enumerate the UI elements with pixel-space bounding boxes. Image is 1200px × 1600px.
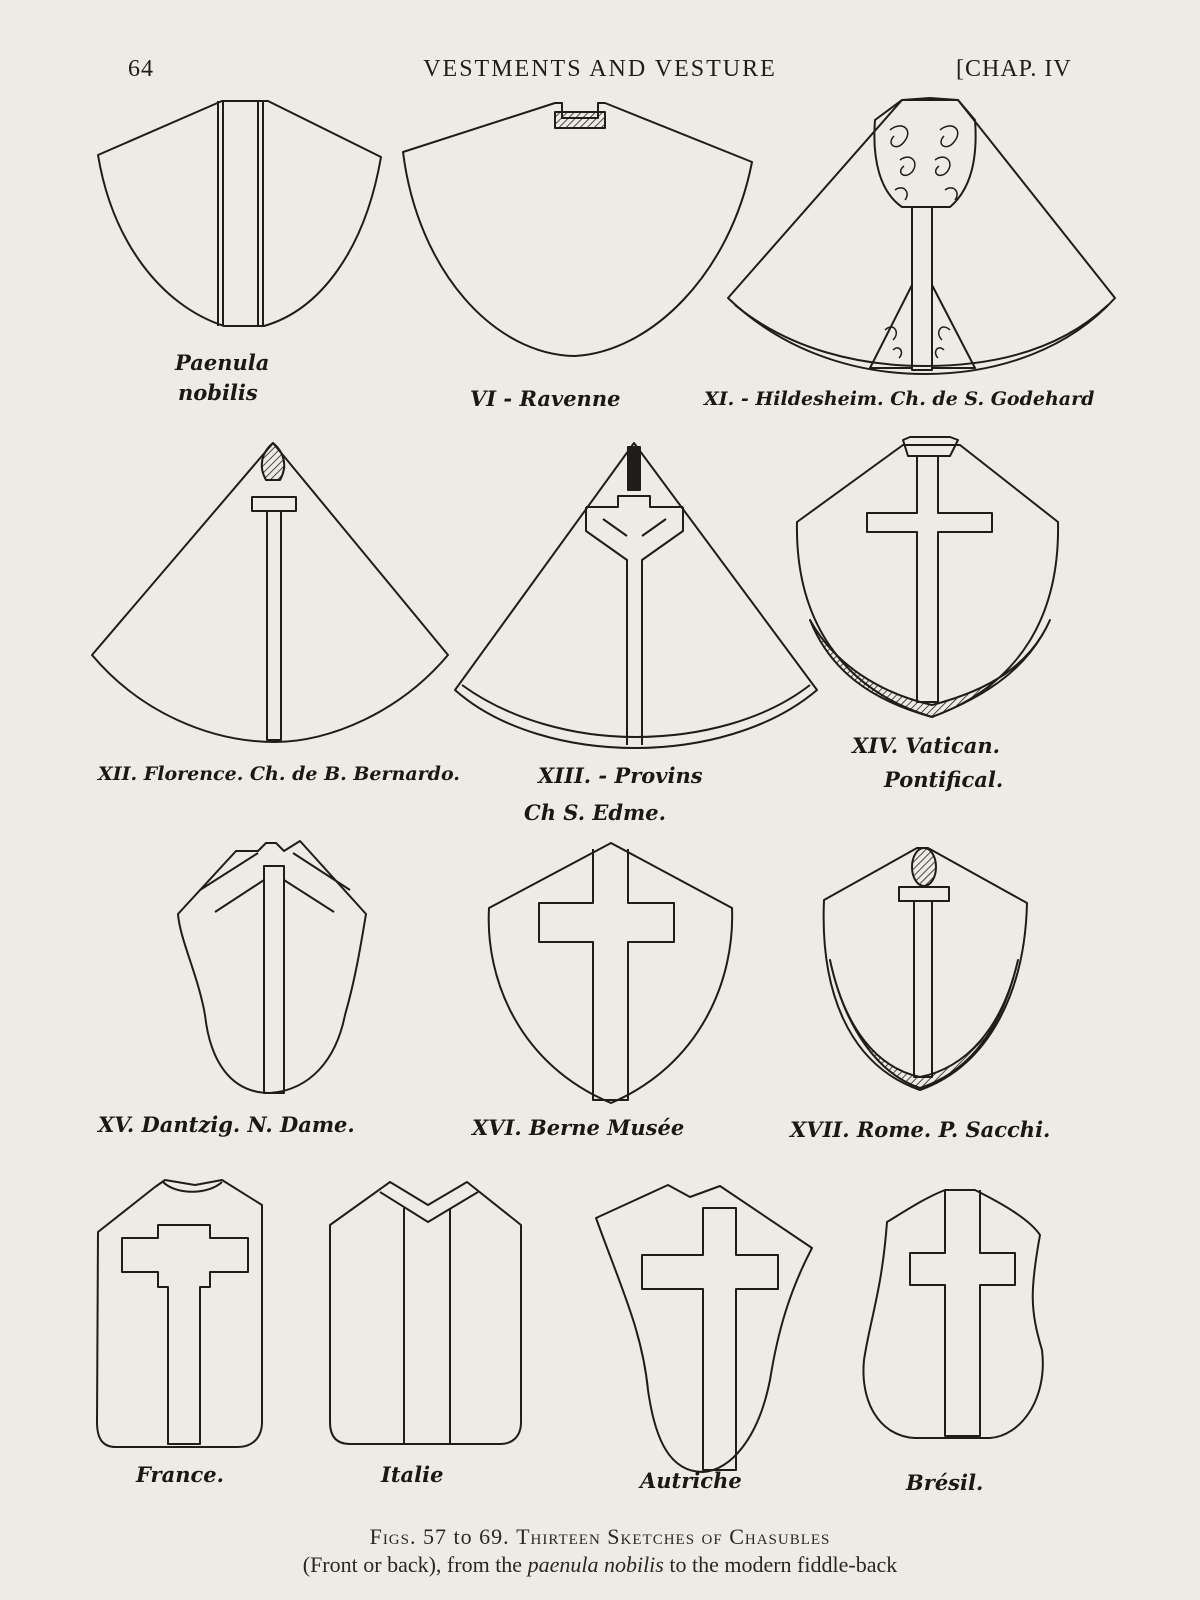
caption-line2-b: to the modern fiddle-back xyxy=(663,1552,898,1577)
label-rome: XVII. Rome. P. Sacchi. xyxy=(790,1117,1051,1142)
page-number: 64 xyxy=(128,56,154,82)
label-italie: Italie xyxy=(381,1462,444,1487)
figure-paenula-nobilis xyxy=(98,101,381,326)
label-dantzig: XV. Dantzig. N. Dame. xyxy=(98,1112,355,1137)
label-provins-1: XIII. - Provins xyxy=(538,763,703,788)
label-berne: XVI. Berne Musée xyxy=(472,1115,685,1140)
figure-italie xyxy=(330,1182,521,1444)
label-paenula-1: Paenula xyxy=(175,350,270,375)
label-ravenne: VI - Ravenne xyxy=(470,386,621,411)
caption-range: 57 to 69. xyxy=(422,1524,510,1549)
figure-ravenne xyxy=(403,103,752,356)
running-title: VESTMENTS AND VESTURE xyxy=(423,56,777,82)
label-florence: XII. Florence. Ch. de B. Bernardo. xyxy=(98,763,460,785)
label-bresil: Brésil. xyxy=(906,1470,984,1495)
figure-dantzig xyxy=(178,841,366,1093)
chapter-marker: [CHAP. IV xyxy=(956,56,1072,82)
figure-berne xyxy=(489,843,732,1103)
label-vatican-1: XIV. Vatican. xyxy=(852,733,1000,758)
figure-caption-line2 xyxy=(0,1552,1200,1578)
label-provins-2: Ch S. Edme. xyxy=(524,800,666,825)
caption-figs: Figs. xyxy=(369,1524,417,1549)
caption-line2-a: (Front or back), from the xyxy=(302,1552,528,1577)
figure-caption-line1 xyxy=(0,1524,1200,1550)
label-france: France. xyxy=(136,1462,224,1487)
figure-hildesheim xyxy=(728,98,1115,374)
figure-rome xyxy=(824,848,1027,1090)
figure-provins xyxy=(455,443,817,748)
label-paenula-2: nobilis xyxy=(178,380,258,405)
label-autriche: Autriche xyxy=(640,1468,742,1493)
figure-florence xyxy=(92,443,448,742)
figure-bresil xyxy=(863,1190,1042,1438)
label-vatican-2: Pontifical. xyxy=(884,767,1004,792)
figure-vatican xyxy=(797,437,1058,717)
figure-france xyxy=(97,1180,262,1447)
caption-line2-em: paenula nobilis xyxy=(527,1552,664,1577)
label-hildesheim: XI. - Hildesheim. Ch. de S. Godehard xyxy=(704,388,1095,410)
figure-autriche xyxy=(596,1185,812,1472)
caption-title: Thirteen Sketches of Chasubles xyxy=(516,1524,831,1549)
